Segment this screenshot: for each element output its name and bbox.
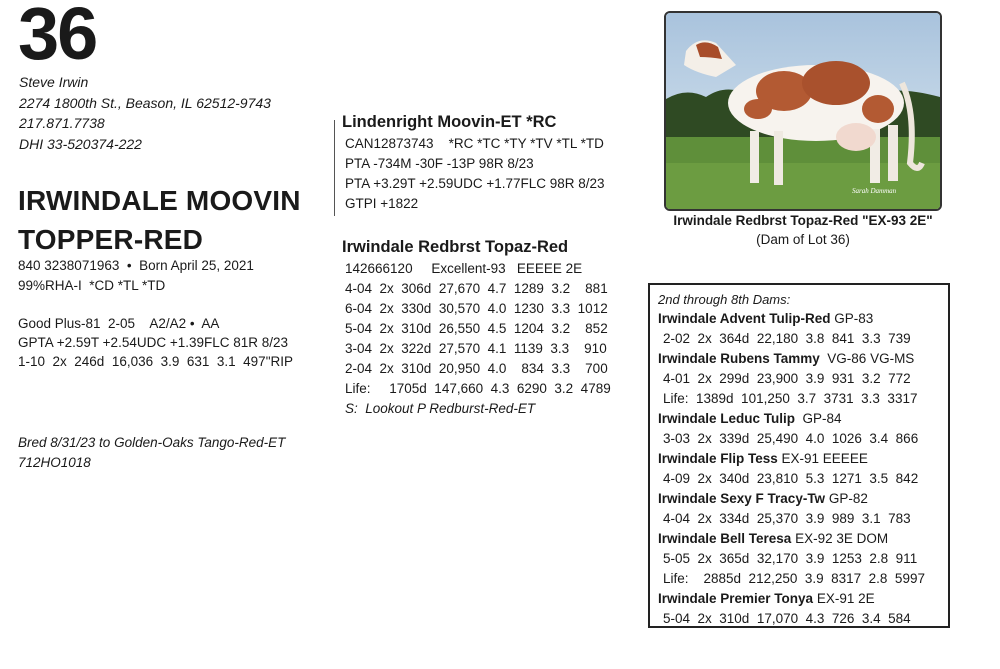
- dam-record: 5-04 2x 310d 26,550 4.5 1204 3.2 852: [345, 321, 608, 336]
- owner-name: Steve Irwin: [19, 74, 89, 90]
- sire-block: [342, 110, 605, 214]
- photo-caption: [664, 211, 942, 249]
- registration-line: 840 3238071963 • Born April 25, 2021: [18, 258, 254, 273]
- dams-heading: 2nd through 8th Dams:: [658, 292, 791, 307]
- dam-entry: [658, 349, 948, 369]
- dam-entry-class: GP-82: [825, 491, 868, 506]
- sire-line: GTPI +1822: [345, 196, 419, 211]
- dam-entry-record: Life: 1389d 101,250 3.7 3731 3.3 3317: [663, 391, 918, 406]
- genetics-line: 99%RHA-I *CD *TL *TD: [18, 278, 166, 293]
- dam-entry-class: EX-91 EEEEE: [777, 451, 868, 466]
- sire-line: CAN12873743 *RC *TC *TY *TV *TL *TD: [345, 136, 604, 151]
- dam-record: 4-04 2x 306d 27,670 4.7 1289 3.2 881: [345, 281, 608, 296]
- dam-entry-name: Irwindale Premier Tonya: [658, 591, 814, 606]
- dam-entry: [658, 449, 948, 469]
- dam-entry-record: 3-03 2x 339d 25,490 4.0 1026 3.4 866: [663, 431, 919, 446]
- pedigree-divider: [334, 120, 335, 216]
- dam-photo: [664, 11, 942, 211]
- breeding-info: [18, 433, 285, 473]
- dam-record: 2-04 2x 310d 20,950 4.0 834 3.3 700: [345, 361, 608, 376]
- dam-entry-record: Life: 2885d 212,250 3.9 8317 2.8 5997: [663, 571, 925, 586]
- dam-entry-record: 4-09 2x 340d 23,810 5.3 1271 3.5 842: [663, 471, 919, 486]
- production-record: 1-10 2x 246d 16,036 3.9 631 3.1 497"RIP: [18, 354, 293, 369]
- dam-entry-name: Irwindale Rubens Tammy: [658, 351, 820, 366]
- caption-title: Irwindale Redbrst Topaz-Red "EX-93 2E": [673, 213, 933, 228]
- dam-entry-record: 5-04 2x 310d 17,070 4.3 726 3.4 584: [663, 611, 911, 626]
- animal-registration: [18, 256, 254, 296]
- dam-entry-record: 5-05 2x 365d 32,170 3.9 1253 2.8 911: [663, 551, 918, 566]
- dam-entry: [658, 309, 948, 329]
- cow-photo-illustration: [666, 13, 940, 209]
- sire-line: PTA -734M -30F -13P 98R 8/23: [345, 156, 534, 171]
- dam-entry-name: Irwindale Leduc Tulip: [658, 411, 796, 426]
- animal-name: [18, 181, 301, 259]
- dam-entry: [658, 529, 948, 549]
- sire-name: Lindenright Moovin-ET *RC: [342, 113, 557, 131]
- dam-id-line: 142666120 Excellent-93 EEEEE 2E: [345, 261, 583, 276]
- owner-phone: 217.871.7738: [19, 115, 105, 131]
- lot-number: 36: [18, 0, 97, 75]
- dam-entry-class: EX-91 2E: [813, 591, 875, 606]
- classification-line: Good Plus-81 2-05 A2/A2 • AA: [18, 316, 220, 331]
- dam-name: Irwindale Redbrst Topaz-Red: [342, 238, 569, 256]
- dam-entry-name: Irwindale Bell Teresa: [658, 531, 792, 546]
- dam-record: 3-04 2x 322d 27,570 4.1 1139 3.3 910: [345, 341, 607, 356]
- dam-entry: [658, 489, 948, 509]
- dams-box: [648, 283, 950, 628]
- dam-entry-class: EX-92 3E DOM: [791, 531, 889, 546]
- dam-entry-name: Irwindale Sexy F Tracy-Tw: [658, 491, 826, 506]
- owner-address: 2274 1800th St., Beason, IL 62512-9743: [19, 94, 271, 111]
- owner-dhi: DHI 33-520374-222: [19, 135, 142, 152]
- dam-entry-record: 2-02 2x 364d 22,180 3.8 841 3.3 739: [663, 331, 911, 346]
- dam-entry-record: 4-04 2x 334d 25,370 3.9 989 3.1 783: [663, 511, 911, 526]
- animal-name-line2: TOPPER-RED: [18, 224, 204, 255]
- gpta-line: GPTA +2.59T +2.54UDC +1.39FLC 81R 8/23: [18, 335, 289, 350]
- dam-details: [342, 259, 611, 419]
- dam-entry-name: Irwindale Advent Tulip-Red: [658, 311, 831, 326]
- dam-entry-class: GP-84: [795, 411, 842, 426]
- dam-sire-line: S: Lookout P Redburst-Red-ET: [345, 401, 536, 416]
- dam-entry: [658, 589, 948, 609]
- service-sire-code: 712HO1018: [18, 455, 91, 470]
- photo-signature: Sarah Damman: [852, 187, 897, 195]
- sire-details: [342, 134, 605, 214]
- dam-record: 6-04 2x 330d 30,570 4.0 1230 3.3 1012: [345, 301, 608, 316]
- dam-block: [342, 235, 611, 419]
- dam-entry-class: VG-86 VG-MS: [819, 351, 915, 366]
- dam-entry-class: GP-83: [830, 311, 874, 326]
- dam-entry: [658, 409, 948, 429]
- caption-sub: (Dam of Lot 36): [756, 232, 850, 247]
- animal-records: [18, 314, 293, 371]
- dam-entry-name: Irwindale Flip Tess: [658, 451, 778, 466]
- dam-record: Life: 1705d 147,660 4.3 6290 3.2 4789: [345, 381, 611, 396]
- dam-entry-record: 4-01 2x 299d 23,900 3.9 931 3.2 772: [663, 371, 911, 386]
- bred-line: Bred 8/31/23 to Golden-Oaks Tango-Red-ET: [18, 435, 286, 450]
- animal-name-line1: IRWINDALE MOOVIN: [18, 185, 301, 216]
- sire-line: PTA +3.29T +2.59UDC +1.77FLC 98R 8/23: [345, 176, 605, 191]
- owner-info: [19, 72, 271, 154]
